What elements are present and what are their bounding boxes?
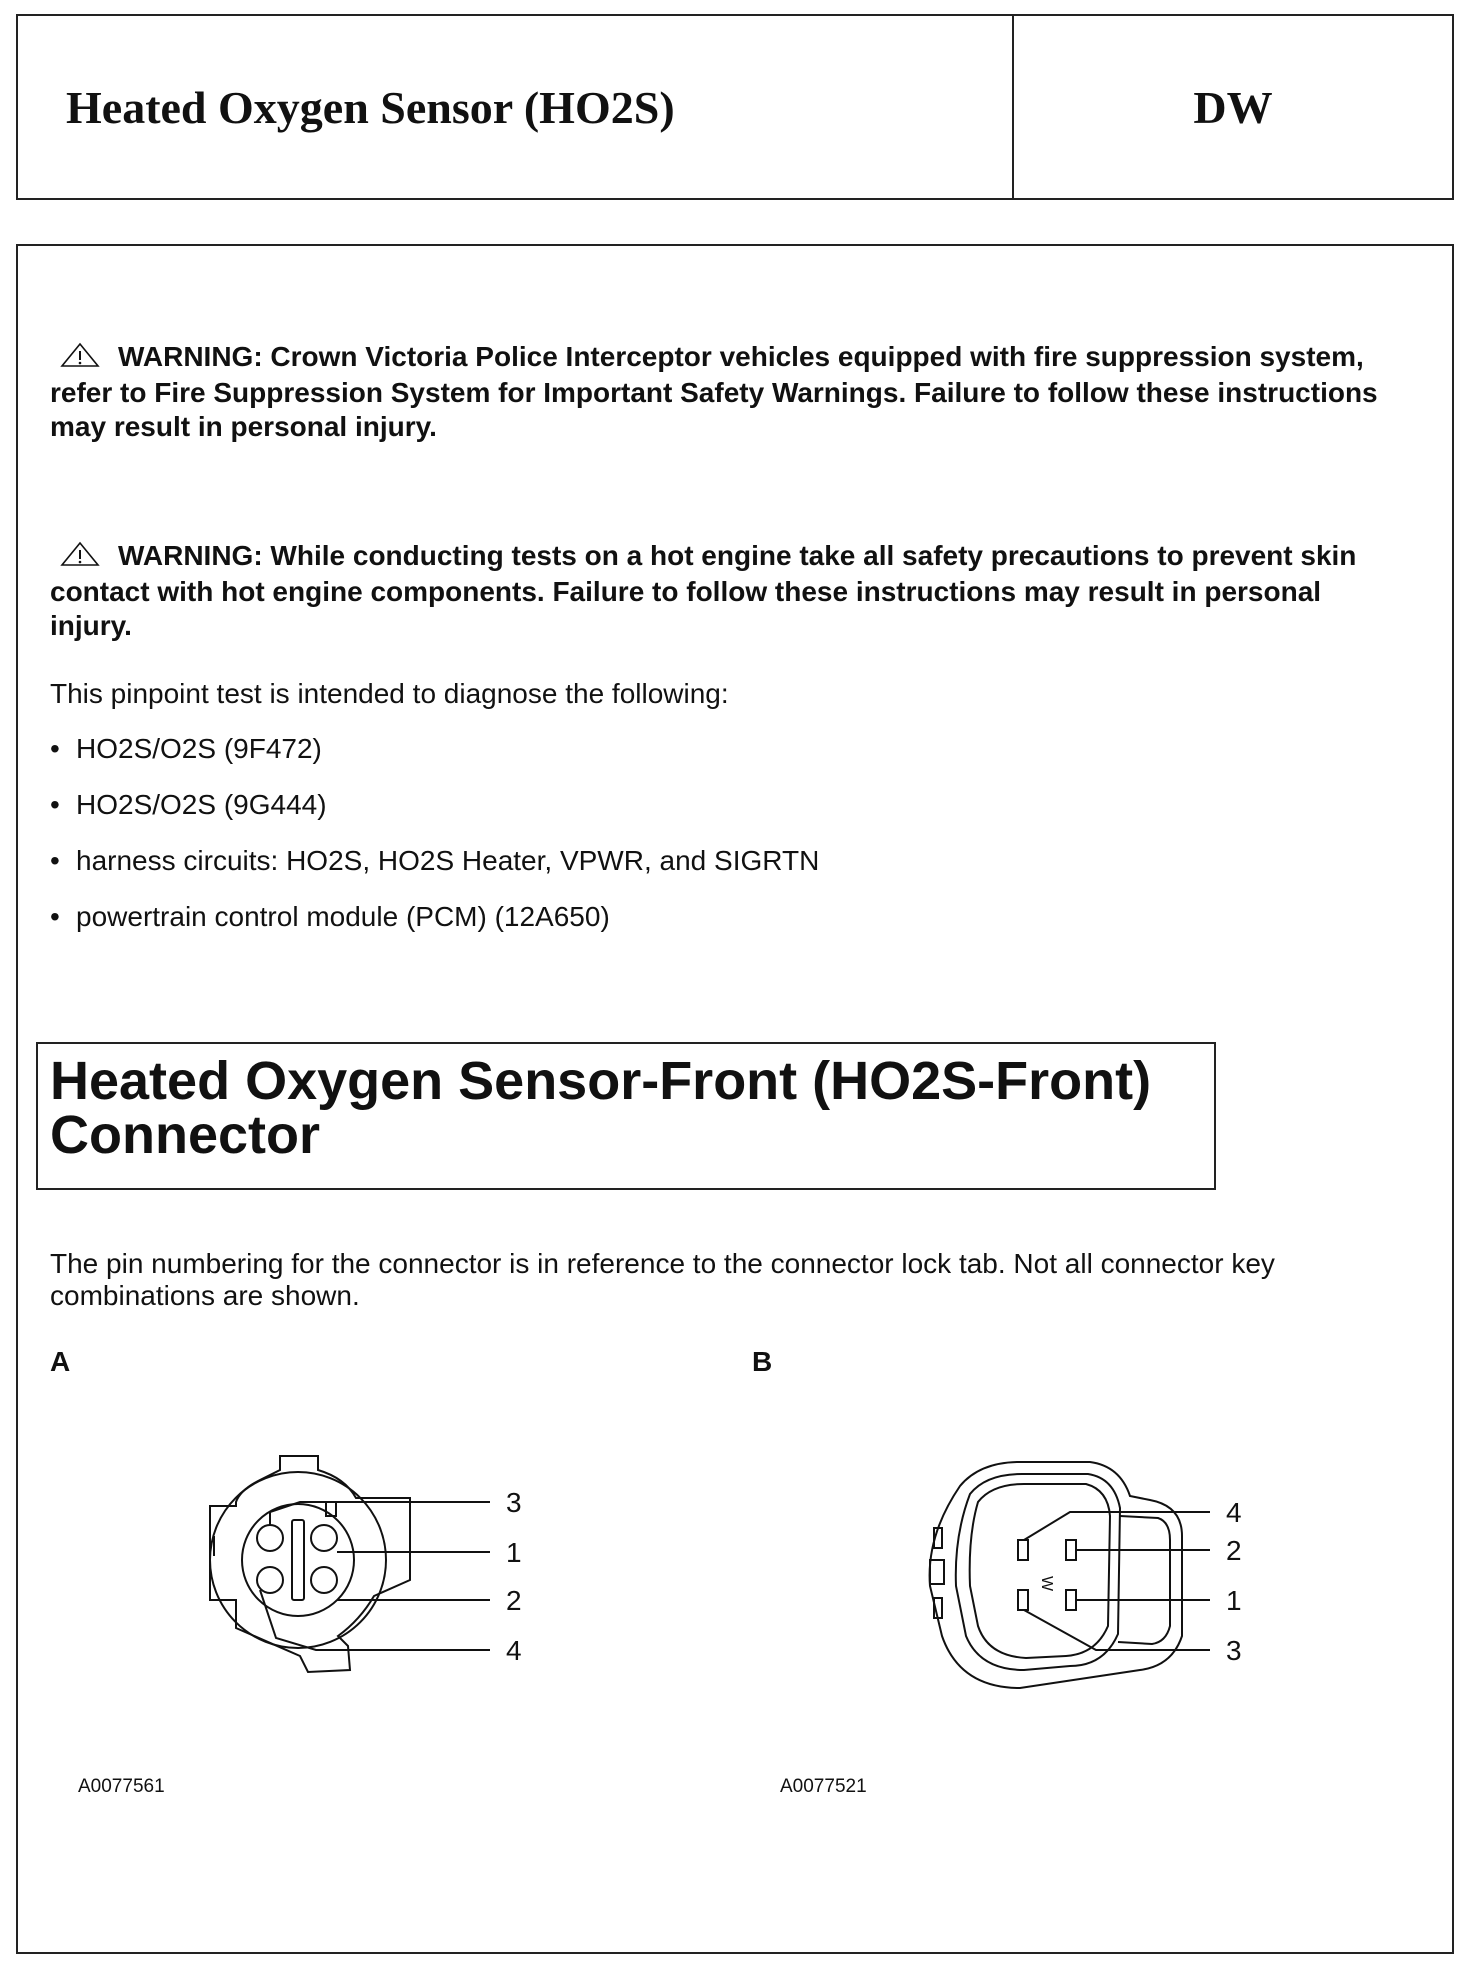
pin-2 [1066,1540,1076,1560]
intro-text: This pinpoint test is intended to diagnose the following: [50,678,729,709]
pin-label: 1 [506,1537,522,1568]
list-item: • HO2S/O2S (9F472) [50,733,322,764]
page-header [16,14,1454,200]
diagnose-list [50,734,819,958]
pin-label: 4 [1226,1497,1242,1528]
connector-a-outer-ring [210,1472,386,1648]
figure-a-id: A0077561 [78,1776,165,1797]
figure-a-label: A [50,1346,71,1377]
pin-1 [1066,1590,1076,1610]
warning-text: WARNING: Crown Victoria Police Interceptor vehicles equipped with fire suppression system, refer to Fire Suppression System for Important Safety Warnings. Failure to follow these instructions may result in personal injury. [50,341,1378,442]
warning-text: WARNING: While conducting tests on a hot engine take all safety precautions to prevent skin contact with hot engine components. Failure to follow these instructions may result in personal injury. [50,540,1357,641]
page-title: Heated Oxygen Sensor (HO2S) [66,81,675,133]
pin-3 [257,1525,283,1551]
page-code: DW [1012,16,1452,198]
pin-label: 1 [1226,1585,1242,1616]
warning-fire-suppression [50,340,1410,444]
list-item: • HO2S/O2S (9G444) [50,789,327,820]
connector-a-diagram [200,1450,560,1710]
pin-numbering-note: The pin numbering for the connector is in reference to the connector lock tab. Not all connector key combinations are shown. [50,1248,1275,1311]
section-title: Heated Oxygen Sensor-Front (HO2S-Front) Connector [36,1042,1216,1190]
pin-label: 3 [1226,1635,1242,1666]
svg-text:W: W [1038,1576,1055,1592]
pin-label: 4 [506,1635,522,1666]
connector-b-housing [930,1462,1182,1688]
connector-a-housing [210,1456,410,1672]
connector-a-center-bar [292,1520,304,1600]
pin-2 [311,1567,337,1593]
pin-label: 3 [506,1487,522,1518]
warning-hot-engine [50,539,1410,643]
list-item: • powertrain control module (PCM) (12A650) [50,901,610,932]
warning-triangle-icon [60,342,100,376]
pin-label: 2 [506,1585,522,1616]
list-item: • harness circuits: HO2S, HO2S Heater, VPWR, and SIGRTN [50,845,820,876]
pin-1 [311,1525,337,1551]
pin-3 [1018,1590,1028,1610]
figure-b-id: A0077521 [780,1776,867,1797]
warning-triangle-icon [60,541,100,575]
connector-b-diagram [920,1456,1280,1696]
pin-4 [257,1567,283,1593]
figure-b-label: B [752,1346,773,1377]
pin-4 [1018,1540,1028,1560]
pin-label: 2 [1226,1535,1242,1566]
